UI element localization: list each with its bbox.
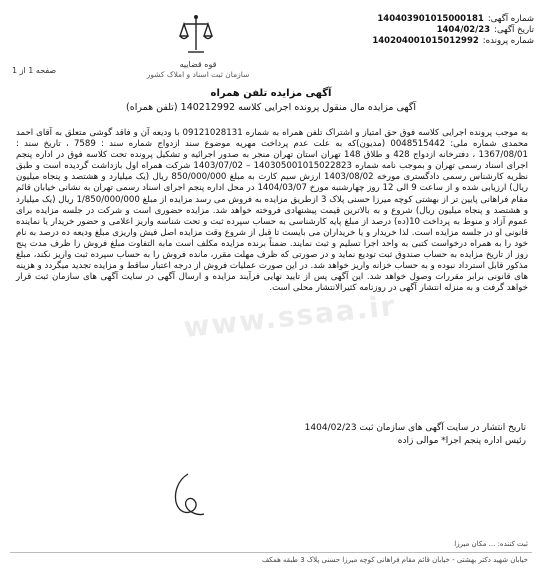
notice-body: به موجب پرونده اجرایی کلاسه فوق حق امتیاز و اشتراک تلفن همراه به شماره 09121028131 با ودیعه آن و فاقد گوشی متعلق به آقای احمد محمدی شماره ملی: 0048515442 (مدیون)که به علت عدم پرداخت مهریه موضوع سند ازدواج شماره سند : 7589 ، تاریخ سند : 1367/08/01 ، دفترخانه ازدواج 428 و طلاق 148 تهران استان تهران منجر به صدور اجرائیه و تشکیل پرونده تحت کلاسه فوق در اداره پنجم اجرای اسناد رسمی تهران و بموجب نامه شماره 140305001015022823 – 1403/07/02 شرکت همراه اول بازداشت گردیده است و طبق نظریه کارشناس رسمی دادگستری مورخه 1403/08/02 ارزش سیم کارت به مبلغ 850/000/000 ریال (یک میلیارد و هشتصد و پنجاه میلیون ریال) ارزیابی شده و از ساعت 9 الی 12 روز چهارشنبه مورخ 1404/03/07 در محل اداره پنجم اجرای اسناد رسمی تهران به نشانی خیابان قائم مقام فراهانی پایین تر از بهشتی کوچه میرزا حسنی پلاک 3 ازطریق مزایده به فروش می رسد مزایده از مبلغ 1/850/000/000 ریال (یک میلیارد و هشتصد و پنجاه میلیون ریال) شروع و به بالاترین قیمت پیشنهادی فروخته خواهد شد. مزایده حضوری است و شرکت در جلسه مزایده برای عموم آزاد و منوط به پرداخت 10(ده) درصد از مبلغ پایه کارشناسی به حساب سپرده ثبت و تحت شناسه واریز اعلامی و حضور خریدار یا نماینده قانونی او در جلسه مزایده است. لذا خریدار و یا خریداران می بایست تا قبل از شروع وقت مزایده اصل فیش واریزی مبلغ ودیعه ده درصد به نام خود را به همراه درخواست کتبی به واحد اجرا تسلیم و ثبت نمایند. ضمناً برنده مزایده مکلف است مابه التفاوت مبلغ فروش را ظرف مدت پنج روز از تاریخ مزایده به حساب صندوق ثبت تودیع نماید و در صورتی که ظرف مهلت مقرر، مانده فروش را به حساب سپرده ثبت واریز نکند، مبلغ مذکور قابل استرداد نبوده و به حساب خزانه واریز خواهد شد. در این صورت عملیات فروش از درجه اعتبار ساقط و مزایده تجدید میگردد و هزینه های قانونی برابر مقررات وصول خواهد شد. این آگهی پس از تایید نهایی فرآیند مزایده و ارسال آگهی در سایت آگهی های سازمان ثبت قرار خواهد گرفت و به منزله انتشار آگهی در روزنامه کثیرالانتشار محلی است.	[16, 128, 529, 294]
notice-date-row	[324, 25, 534, 36]
org-line-2: سازمان ثبت اسناد و املاک کشور	[146, 70, 250, 79]
file-number-label: شماره پرونده:	[482, 36, 534, 46]
page-indicator: صفحه 1 از 1	[12, 66, 57, 75]
org-line-1: قوه قضاییه	[179, 60, 217, 69]
notice-meta	[324, 14, 534, 47]
file-number: 140204001015012992	[372, 36, 479, 46]
site-watermark: www.ssaa.ir	[182, 288, 398, 345]
notice-number-label: شماره آگهی:	[487, 14, 534, 24]
judiciary-emblem-icon	[178, 12, 214, 60]
signer-line: رئیس اداره پنجم اجرا* موالی زاده	[397, 436, 526, 446]
notice-subtitle: آگهی مزایده مال منقول پرونده اجرایی کلاسه 140212992 (تلفن همراه)	[126, 102, 416, 113]
notice-date-label: تاریخ آگهی:	[494, 25, 534, 35]
footer-address: خیابان شهید دکتر بهشتی - خیابان قائم مقام فراهانی کوچه میرزا حسنی پلاک 3 طبقه همکف	[261, 556, 528, 564]
notice-number: 140403901015000181	[377, 14, 484, 24]
signature-image	[168, 470, 208, 520]
footer-registrar: ثبت کننده: ... مکان میرزا	[454, 540, 528, 548]
file-number-row	[324, 36, 534, 47]
notice-number-row	[324, 14, 534, 25]
organization-name	[118, 60, 278, 80]
notice-title: آگهی مزایده تلفن همراه	[210, 88, 332, 99]
notice-date: 1404/02/23	[436, 25, 491, 35]
footer-divider	[10, 552, 532, 553]
publication-date-line: تاریخ انتشار در سایت آگهی های سازمان ثبت 1404/02/23	[304, 423, 526, 433]
